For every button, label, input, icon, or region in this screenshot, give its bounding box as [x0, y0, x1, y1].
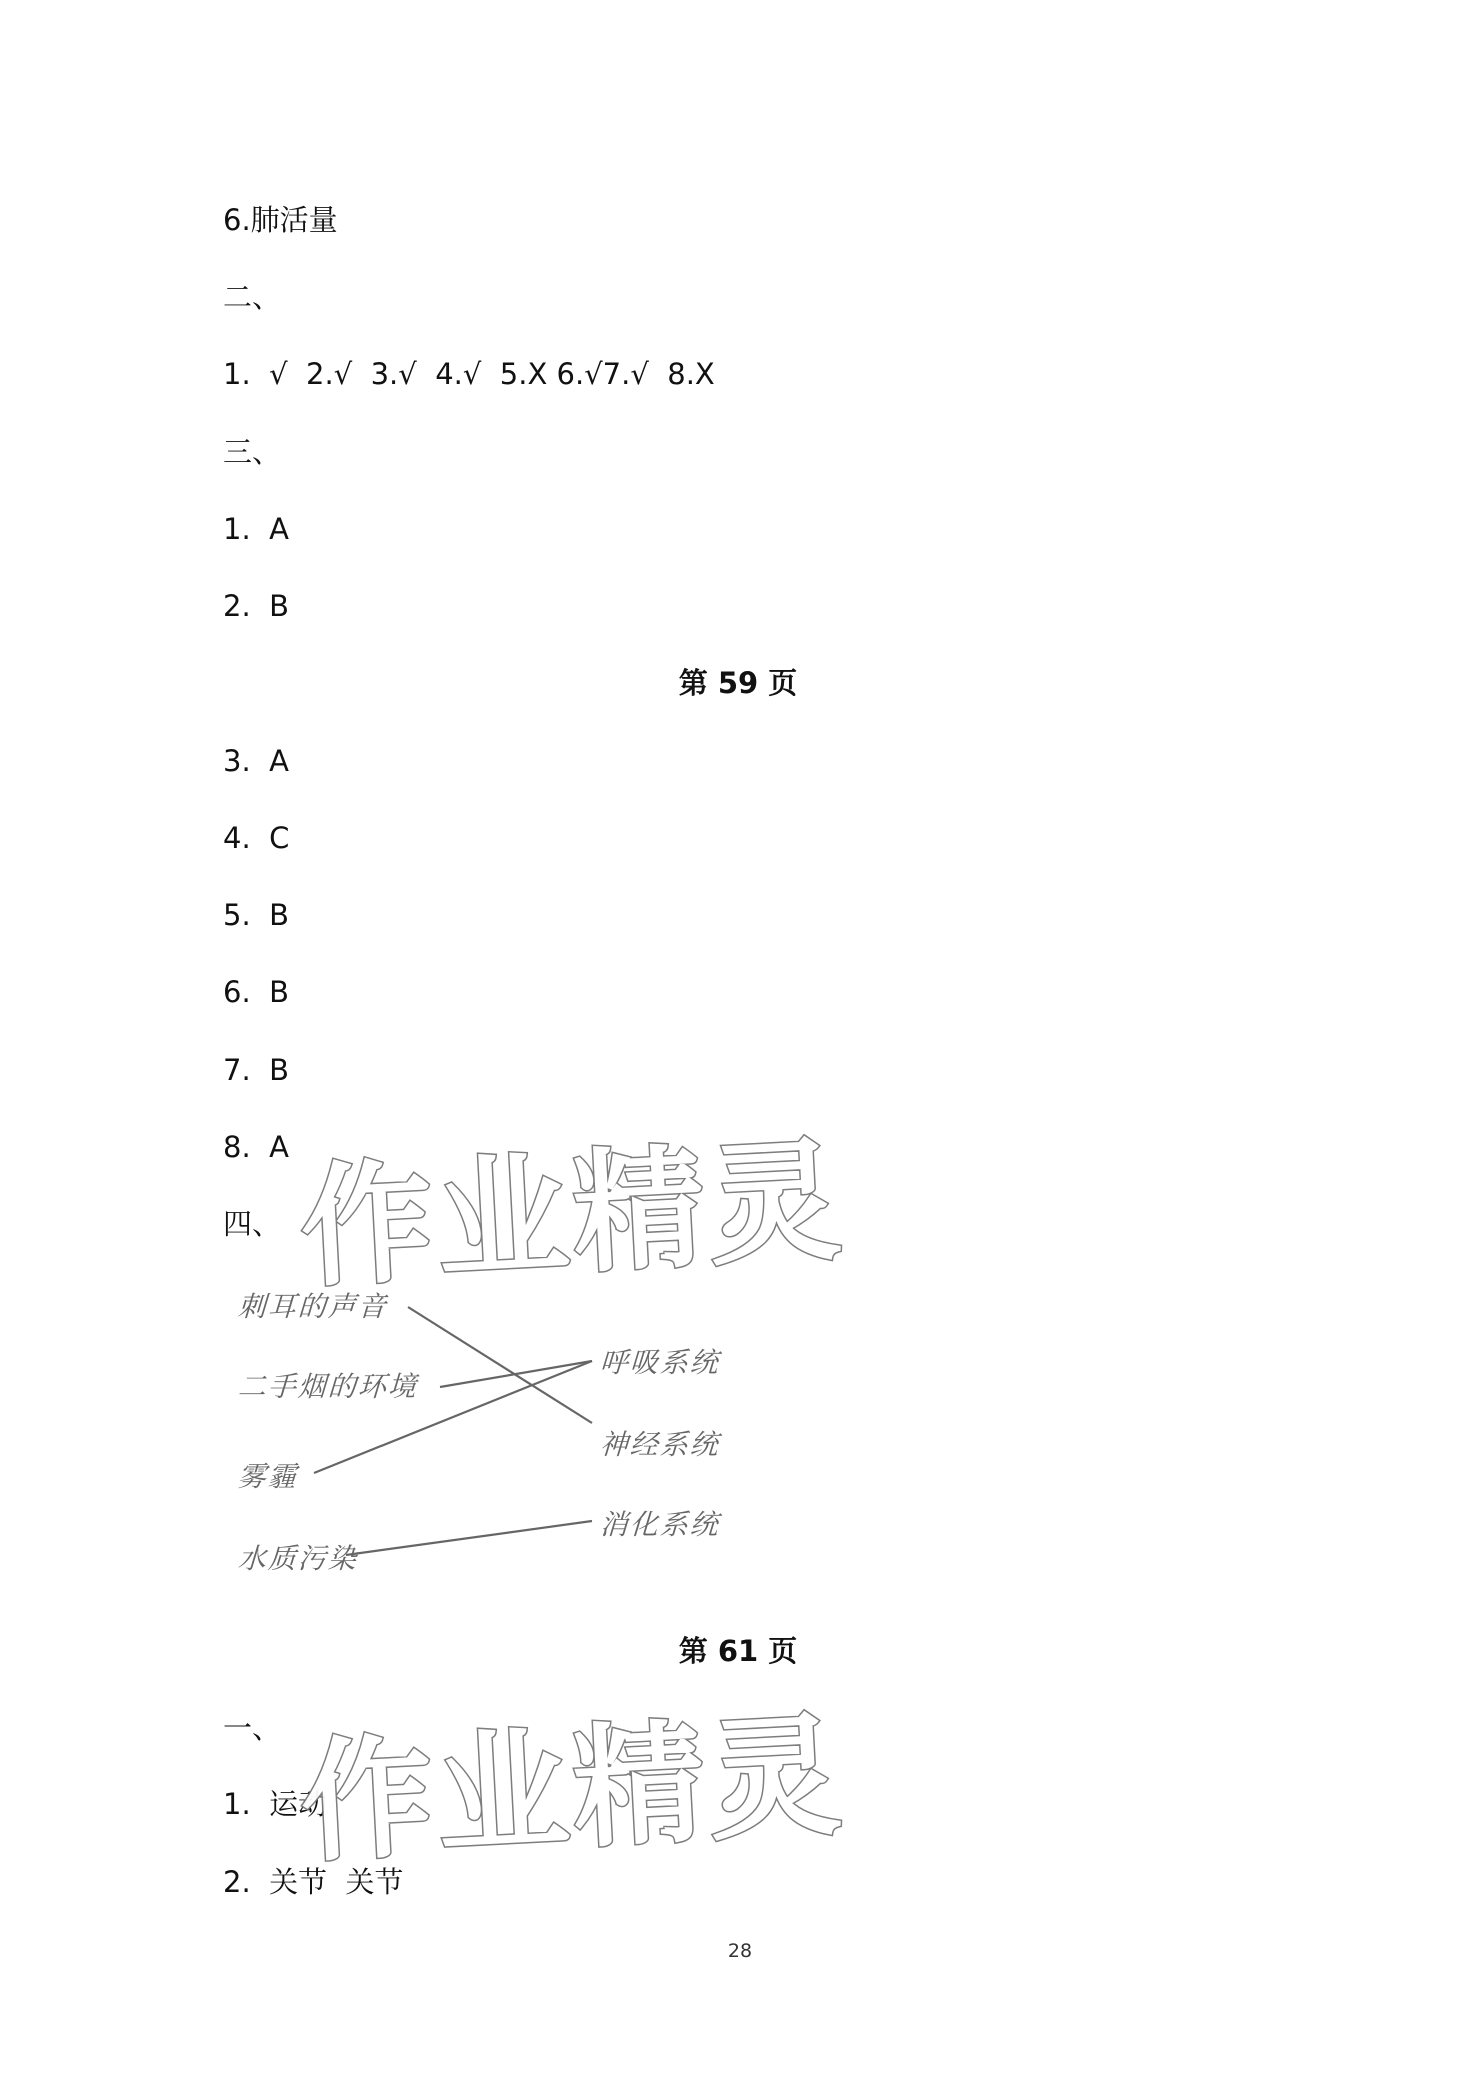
match-left-item: 水质污染: [237, 1542, 359, 1575]
match-line: [346, 1521, 592, 1555]
match-line: [440, 1361, 592, 1387]
page-heading-59: 第 59 页: [678, 666, 798, 700]
answer-line: 5. B: [223, 898, 290, 932]
match-right-item: 消化系统: [599, 1508, 721, 1541]
page-number: 28: [727, 1940, 753, 1962]
page-heading-61: 第 61 页: [678, 1634, 798, 1668]
matching-answer: [230, 1265, 770, 1595]
answer-line: 7. B: [223, 1053, 290, 1087]
answer-line: 3. A: [223, 744, 289, 778]
match-left-item: 刺耳的声音: [237, 1290, 389, 1323]
match-left-item: 雾霾: [237, 1460, 299, 1493]
match-left-item: 二手烟的环境: [237, 1370, 419, 1403]
answer-line-1: 6.肺活量: [223, 203, 338, 237]
answer-line-true-false: 1. √ 2.√ 3.√ 4.√ 5.X 6.√7.√ 8.X: [223, 357, 715, 391]
answer-line: 1. A: [223, 512, 289, 546]
section-heading-4: 四、: [223, 1207, 282, 1241]
match-right-item: 神经系统: [599, 1428, 721, 1461]
match-right-item: 呼吸系统: [599, 1346, 721, 1379]
section-heading-1: 一、: [223, 1711, 282, 1745]
section-heading-3: 三、: [223, 435, 282, 469]
answer-line: 2. 关节 关节: [223, 1865, 404, 1899]
watermark: 作业精灵: [296, 1698, 849, 1882]
watermark: 作业精灵: [296, 1123, 849, 1307]
answer-line: 2. B: [223, 589, 290, 623]
section-heading-2: 二、: [223, 280, 282, 314]
answer-line: 8. A: [223, 1130, 289, 1164]
answer-line: 1. 运动: [223, 1787, 328, 1821]
answer-line: 6. B: [223, 975, 290, 1009]
answer-line: 4. C: [223, 821, 290, 855]
